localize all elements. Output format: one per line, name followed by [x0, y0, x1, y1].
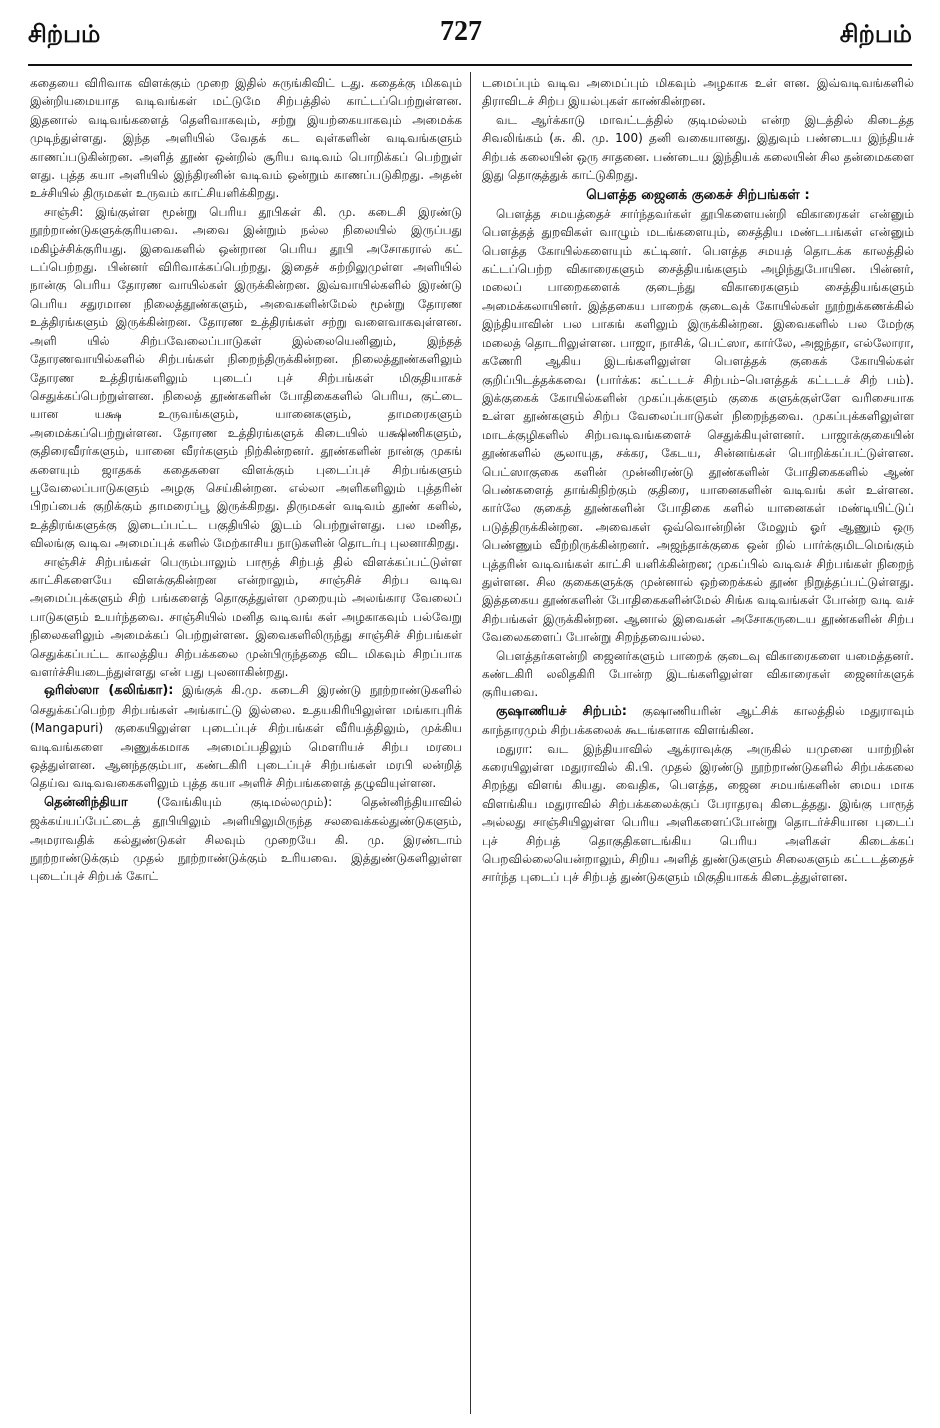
paragraph: சாஞ்சிச் சிற்பங்கள் பெரும்பாலும் பாரூத் சிற்பத் தில் விளக்கப்பட்டுள்ள காட்சிகளையே விளக்குகின்றன என்றாலும், சாஞ்சிச் சிற்ப வடிவ அமைப்புக்களும் சிற் பங்களைத் தொகுத்துள்ள முறையும் அலங்கார வேலைப் பாடுகளும் உயர்ந்தவை. சாஞ்சியில் மனித வடிவங் கள் அழகாகவும் பல்வேறு நிலைகளிலும் அமைக்கப் பெற்றுள்ளன. இவைகளிலிருந்து சாஞ்சிச் சிற்பங்கள் செதுக்கப்பட்ட காலத்திய சிற்பக்கலை முன்பிருந்ததை விட மிகவும் சிறப்பாக வளர்ச்சியடைந்துள்ளது என் பது புலனாகின்றது.	[30, 554, 462, 679]
page-header	[0, 0, 940, 70]
header-rule	[28, 64, 912, 66]
paragraph	[30, 681, 462, 792]
section-lead: குஷாணியச் சிற்பம்:	[496, 703, 627, 719]
right-column	[482, 74, 914, 1414]
left-column	[30, 74, 462, 1414]
paragraph: டமைப்பும் வடிவ அமைப்பும் மிகவும் அழகாக உள் ளன. இவ்வடிவங்களில் திராவிடச் சிற்ப இயல்புகள் காண்கின்றன.	[482, 76, 914, 109]
paragraph: பௌத்த சமயத்தைச் சார்ந்தவர்கள் தூபிகளையன்றி விகாரைகள் என்னும் பௌத்தத் துறவிகள் வாழும் மடங்களையும், சைத்திய மண்டபங்கள் என்னும் பௌத்த கோயில்களையும் கட்டினர். பௌத்த சமயத் தொடக்க காலத்தில் கட்டப்பெற்ற விகாரைகளும் சைத்தியங்களும் அழிந்துபோயின. பின்னர், மலைப் பாறைகளைக் குடைந்து விகாரைகளும் சைத்தியங்களும் அமைக்கலாயினர். இத்தகைய பாறைக் குடைவுக் கோயில்கள் நூற்றுக்கணக்கில் இந்தியாவின் பல பாகங் களிலும் இருக்கின்றன. இவைகளில் பல மேற்கு மலைத் தொடரிலுள்ளன. பாஜா, நாசிக், பெட்ஸா, கார்லே, அஜந்தா, எல்லோரா, கணேரி ஆகிய இடங்களிலுள்ள பௌத்தக் குகைக் கோயில்கள் குறிப்பிடத்தக்கவை (பார்க்க: கட்டடச் சிற்பம்–பௌத்தக் கட்டடச் சிற் பம்). இக்குகைக் கோயில்களின் முகப்புக்களும் குகை களுக்குள்ளே வரிசையாக உள்ள தூண்களும் சிற்ப வேலைப்பாடுகள் நிறைந்தவை. முகப்புக்களிலுள்ள மாடக்குழிகளில் சிற்பவடிவங்களைச் செதுக்கியுள்ளனர். பாஜாக்குகையின் தூண்களில் சூலாயுத, சக்கர, கேடய, சின்னங்கள் பொறிக்கப்பட்டுள்ளன. பெட்ஸாகுகை களின் முன்னிரண்டு தூண்களின் போதிகைகளில் ஆண் பெண்களைத் தாங்கிநிற்கும் குதிரை, யானைகளின் வடிவங் கள் உள்ளன. கார்லே குகைத் தூண்களின் போதிகை களில் யானைகள் மண்டியிட்டுப் படுத்திருக்கின்றன. அவைகள் ஒவ்வொன்றின் மேலும் ஓர் ஆணும் ஒரு பெண்ணும் வீற்றிருக்கின்றனர். அஜந்தாக்குகை ஒன் றில் பார்க்குமிடமெங்கும் புத்தரின் வடிவங்கள் காட்சி யளிக்கின்றன; முகப்பில் வடிவச் சிற்பங்கள் நிறைந் துள்ளன. சில குகைகளுக்கு முன்னால் ஒற்றைக்கல் தூண் நிறுத்தப்பட்டுள்ளது. இத்தகைய தூண்களின் போதிகைகளின்மேல் சிங்க வடிவங்கள் போன்ற வடி வச் சிற்பங்கள் இருக்கின்றன. ஆனால் இவைகள் அசோகருடைய தூண்களின் சிற்ப வேலைகளைப் போன்று சிறந்தவையல்ல.	[482, 206, 914, 645]
paragraph-text: இங்குக் கி.மு. கடைசி இரண்டு நூற்றாண்டுகளில் செதுக்கப்பெற்ற சிற்பங்கள் அங்காட்டு இல்லை. உதயகிரியிலுள்ள மங்காபுரிக் (Mangapuri) குகையிலுள்ள புடைப்புச் சிற்பங்கள் வீரியத்திலும், முக்கிய வடிவங்களை அணுக்கமாக அமைப்பதிலும் மௌரியச் சிற்ப மரபை ஒத்துள்ளன. ஆனந்தகும்பா, கண்டகிரி புடைப்புச் சிற்பங்கள் மரபி லன்றித் தெய்வ வடிவவகைகளிலும் புத்த கயா அளிச் சிற்பங்களைத் தழுவியுள்ளன.	[30, 683, 462, 791]
paragraph: பௌத்தர்களன்றி ஜைனர்களும் பாறைக் குடைவு விகாரைகளை யமைத்தனர். கண்டகிரி லலிதகிரி போன்ற இடங்களிலுள்ள விகாரைகள் ஜைனர்களுக் குரியவை.	[482, 648, 914, 700]
running-title-left: சிற்பம்	[28, 20, 101, 48]
section-lead: ஒரிஸ்ஸா (கலிங்கா):	[44, 683, 174, 699]
paragraph: வட ஆர்க்காடு மாவட்டத்தில் குடிமல்லம் என்ற இடத்தில் கிடைத்த சிவலிங்கம் (சு. கி. மு. 100) தனி வகையானது. இதுவும் பண்டைய இந்தியச் சிற்பக் கலையின் ஒரு சாதனை. பண்டைய இந்தியக் கலையின் சில தன்மைகளை இது தொகுத்துக் காட்டுகிறது.	[482, 112, 914, 183]
section-heading: பௌத்த ஜைனக் குகைச் சிற்பங்கள் :	[586, 187, 810, 204]
section-lead: தென்னிந்தியா	[44, 794, 128, 810]
paragraph: சாஞ்சி: இங்குள்ள மூன்று பெரிய தூபிகள் கி. மு. கடைசி இரண்டு நூற்றாண்டுகளுக்குரியவை. அவை இன்றும் நல்ல நிலையில் இருப்பது மகிழ்ச்சிக்குரியது. இவைகளில் ஒன்றான பெரிய தூபி அசோகரால் கட் டப்பெற்றது. பின்னர் விரிவாக்கப்பெற்றது. இதைச் சுற்றிலுமுள்ள அளியில் நான்கு பெரிய தோரண வாயில்கள் இருக்கின்றன. இவ்வாயில்களில் இரண்டு பெரிய சதுரமான நிலைத்தூண்களும், அவைகளின்மேல் மூன்று தோரண உத்திரங்களும் இருக்கின்றன. தோரண உத்திரங்கள் சற்று வளைவாகவுள்ளன. அளி யில் சிற்பவேலைப்பாடுகள் இல்லையெனினும், இந்தத் தோரணவாயில்களில் சிற்பங்கள் நிறைந்திருக்கின்றன. நிலைத்தூண்களிலும் தோரண உத்திரங்களிலும் புடைப் புச் சிற்பங்கள் மிகுதியாகச் செதுக்கப்பெற்றுள்ளன. நிலைத் தூண்களின் போதிகைகளில் பெரிய, குட்டை யான யக்ஷ உருவங்களும், யானைகளும், தாமரைகளும் அமைக்கப்பெற்றுள்ளன. தோரண உத்திரங்களுக் கிடையில் யக்ஷிணிகளும், குதிரைவீரர்களும், யானை வீரர்களும் நிற்கின்றனர். தூண்களின் நான்கு முகங் களையும் ஜாதகக் கதைகளை விளக்கும் புடைப்புச் சிற்பங்களும் பூவேலைப்பாடுகளும் அழகு செய்கின்றன. எல்லா அளிகளிலும் புத்தரின் பிறப்பைக் குறிக்கும் தாமரைப்பூ இருக்கிறது. திருமகள் வடிவம் தூண் களில், உத்திரங்களுக்கு இடைப்பட்ட பகுதியில் இடம் பெற்றுள்ளது. பல மனித, விலங்கு வடிவ அமைப்புக் களில் மேற்காசிய நாடுகளின் தொடர்பு புலனாகிறது.	[30, 204, 462, 551]
paragraph-text: (வேங்கியும் குடிமல்லமும்): தென்னிந்தியாவில் ஜக்கய்யப்பேட்டைத் தூபியிலும் அளியிலுமிருந்த சலவைக்கல்துண்டுகளும், அமராவதிக் கல்துண்டுகள் சிலவும் முறையே கி. மு. இரண்டாம் நூற்றாண்டுக்கும் முதல் நூற்றாண்டுக்கும் உரியவை. இத்துண்டுகளிலுள்ள புடைப்புச் சிற்பக் கோட்	[30, 794, 462, 884]
paragraph: கதையை விரிவாக விளக்கும் முறை இதில் சுருங்கிவிட் டது. கதைக்கு மிகவும் இன்றியமையாத வடிவங்கள் மட்டுமே சிற்பத்தில் காட்டப்பெற்றுள்ளன. இதனால் வடிவங்களைத் தெளிவாகவும், சற்று இயற்கையாகவும் அமைக்க முடிந்துள்ளது. இந்த அளியில் வேதக் கட வுள்களின் வடிவங்களும் காணப்படுகின்றன. அளித் தூண் ஒன்றில் சூரிய வடிவம் பொறிக்கப் பெற்றுள் ளது. புத்த கயா அளியில் இந்திரனின் வடிவம் ஒன்றும் காணப்படுகிறது. அதன் உச்சியில் திருமகள் உருவம் காட்சியளிக்கிறது.	[30, 76, 462, 201]
column-divider	[470, 72, 471, 1414]
paragraph	[30, 793, 462, 886]
paragraph: மதுரா: வட இந்தியாவில் ஆக்ராவுக்கு அருகில் யமுனை யாற்றின் கரையிலுள்ள மதுராவில் கி.பி. முதல் இரண்டு நூற்றாண்டுகளில் சிற்பக்கலை சிறந்து விளங் கியது. வைதிக, பௌத்த, ஜைன சமயங்களின் மைய மாக விளங்கிய மதுராவில் சிற்பக்கலைக்குப் பேராதரவு கிடைத்தது. இங்கு பாரூத் அல்லது சாஞ்சியிலுள்ள பெரிய அளிகளைப்போன்று தொடர்ச்சியான புடைப் புச் சிற்பத் தொகுதிகளடங்கிய பெரிய அளிகள் கிடைக்கப் பெறவில்லையென்றாலும், சிறிய அளித் துண்டுகளும் சிலைகளும் கட்டடத்தைச் சார்ந்த புடைப் புச் சிற்பத் துண்டுகளும் மிகுதியாகக் கிடைத்துள்ளன.	[482, 741, 914, 885]
paragraph-text: குஷாணியரின் ஆட்சிக் காலத்தில் மதுராவும் காந்தாரமும் சிற்பக்கலைக் கூடங்களாக விளங்கின.	[482, 703, 914, 738]
page-number: 727	[440, 16, 482, 47]
running-title-right: சிற்பம்	[839, 20, 912, 48]
paragraph	[482, 702, 914, 740]
